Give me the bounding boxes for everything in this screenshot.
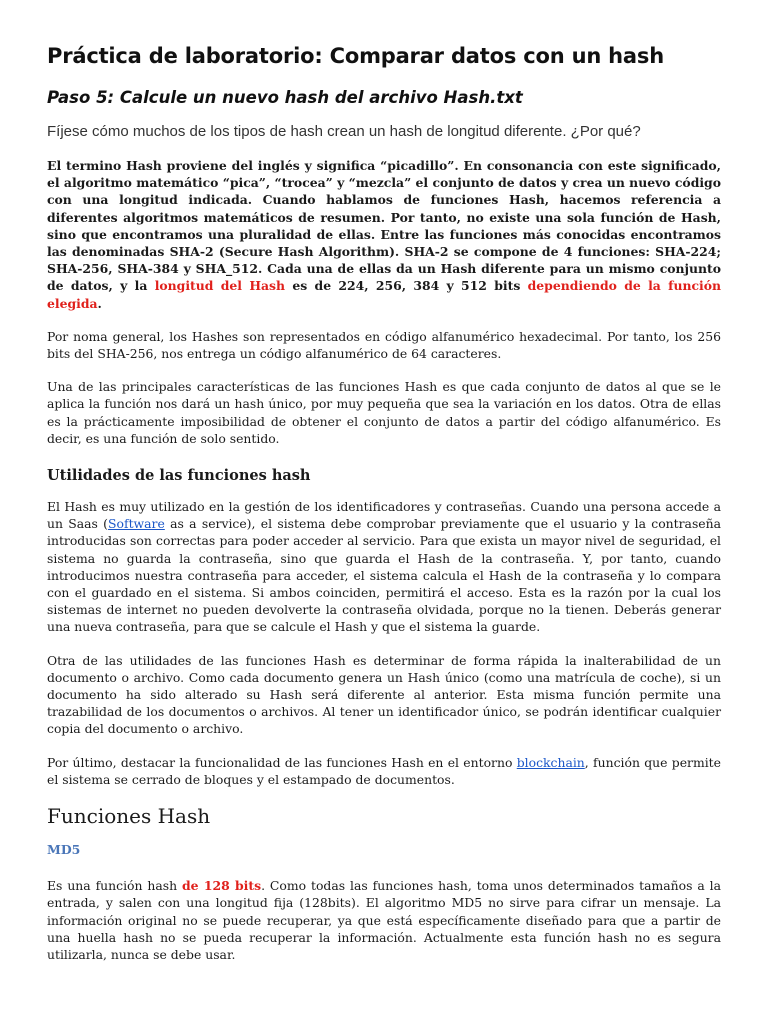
- blockchain-text-2: , función que permite el sistema se cerrado de bloques y el estampado de documentos.: [47, 754, 721, 787]
- intro-highlight-function: dependiendo de la función elegida: [47, 278, 721, 311]
- md5-bits-highlight: de 128 bits: [182, 878, 262, 894]
- step-heading: Paso 5: Calcule un nuevo hash del archivo Hash.txt: [47, 88, 523, 107]
- section-heading: Funciones Hash: [47, 804, 211, 829]
- blockchain-paragraph: [47, 754, 721, 788]
- passwords-paragraph: [47, 498, 721, 636]
- passwords-text-2: as a service), el sistema debe comprobar previamente que el usuario y la contraseña introducidas son correctas para poder acceder al servicio. Para que exista un mayor nivel de seguridad, el sistema no guarda la contraseña, sino que guarda el Hash de la contraseña. Y, por tanto, cuando introducimos nuestra contraseña para acceder, el sistema calcula el Hash de la contraseña y lo compara con el guardado en el sistema. Si ambos coinciden, permitirá el acceso. Esta es la razón por la cual los sistemas de internet no pueden devolverte la contraseña olvidada, porque no la tienen. Deberás generar una nueva contraseña, para que se calcule el Hash y que el sistema la guarde.: [47, 516, 722, 635]
- utilities-heading: Utilidades de las funciones hash: [47, 467, 311, 485]
- intro-text-1: El termino Hash proviene del inglés y significa “picadillo”. En consonancia con este significado, el algoritmo matemático “pica”, “trocea” y “mezcla” el conjunto de datos y crea un nuevo código con una longitud indicada. Cuando hablamos de funciones Hash, hacemos referencia a diferentes algoritmos matemáticos de resumen. Por tanto, no existe una sola función de Hash, sino que encontramos una pluralidad de ellas. Entre las funciones más conocidas encontramos las denominadas SHA-2 (Secure Hash Algorithm). SHA-2 se compone de 4 funciones: SHA-224; SHA-256, SHA-384 y SHA_512. Cada una de ellas da un Hash diferente para un mismo conjunto de datos, y la: [47, 158, 721, 294]
- page-title: Práctica de laboratorio: Comparar datos con un hash: [47, 44, 664, 68]
- intro-highlight-length: longitud del Hash: [154, 278, 286, 294]
- documents-paragraph: Otra de las utilidades de las funciones Hash es determinar de forma rápida la inalterabilidad de un documento o archivo. Como cada documento genera un Hash único (como una matrícula de coche), si un documento ha sido alterado su Hash será diferente al anterior. Esta misma función permite una trazabilidad de los documentos o archivos. Al tener un identificador único, se podrán identificar cualquier copia del documento o archivo.: [47, 652, 721, 737]
- md5-text-1: Es una función hash: [47, 878, 183, 894]
- hex-paragraph: Por noma general, los Hashes son representados en código alfanumérico hexadecimal. Por tanto, los 256 bits del SHA-256, nos entrega un código alfanumérico de 64 caracteres.: [47, 328, 721, 362]
- blockchain-text-1: Por último, destacar la funcionalidad de las funciones Hash en el entorno: [47, 754, 517, 770]
- md5-text-2: . Como todas las funciones hash, toma unos determinados tamaños a la entrada, y salen con una longitud fija (128bits). El algoritmo MD5 no sirve para cifrar un mensaje. La información original no se puede recuperar, ya que está específicamente diseñado para que a partir de una huella hash no se pueda recuperar la información. Actualmente esta función hash no es segura utilizarla, nunca se debe usar.: [47, 878, 722, 962]
- intro-text-3: .: [97, 295, 102, 311]
- md5-heading: MD5: [47, 842, 81, 858]
- passwords-text-1: El Hash es muy utilizado en la gestión de los identificadores y contraseñas. Cuando una persona accede a un Saas (: [47, 499, 721, 532]
- md5-paragraph: [47, 877, 721, 963]
- intro-paragraph: [47, 157, 721, 312]
- unique-paragraph: Una de las principales características de las funciones Hash es que cada conjunto de datos al que se le aplica la función nos dará un hash único, por muy pequeña que sea la variación en los datos. Otra de ellas es la prácticamente imposibilidad de obtener el conjunto de datos a partir del código alfanumérico. Es decir, es una función de solo sentido.: [47, 379, 721, 446]
- blockchain-link[interactable]: blockchain: [516, 754, 585, 770]
- intro-text-2: es de 224, 256, 384 y 512 bits: [285, 278, 528, 294]
- question-text: Fíjese cómo muchos de los tipos de hash crean un hash de longitud diferente. ¿Por qué?: [47, 123, 641, 140]
- software-link[interactable]: Software: [108, 516, 165, 532]
